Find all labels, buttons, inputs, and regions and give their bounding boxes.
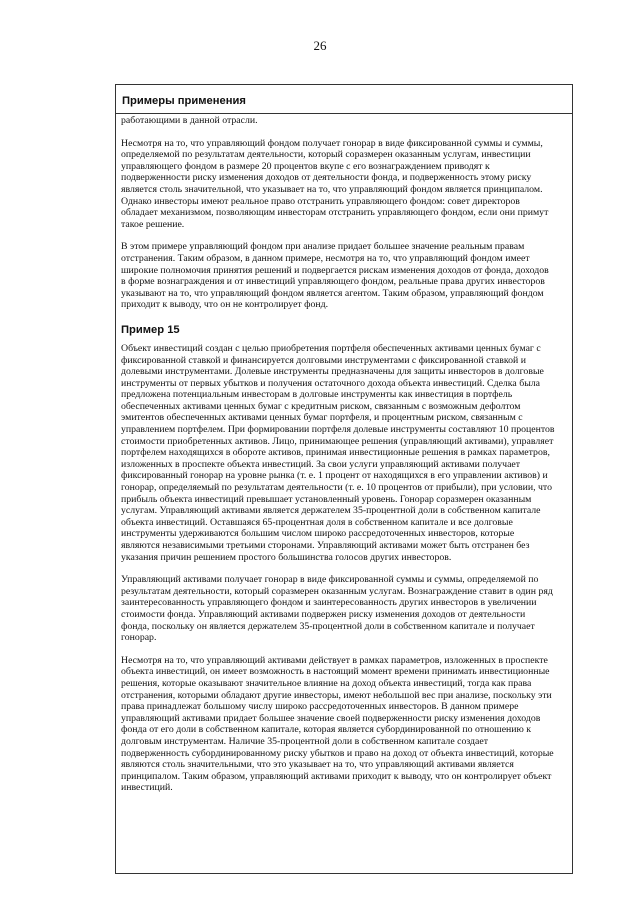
text-line: в форме вознаграждения и от инвестиций управляющего фондом, реальные права других инвесторов (121, 276, 545, 288)
text-line: объекта инвестиций, он имеет возможность в настоящий момент времени принимать инвестиционные (121, 666, 550, 678)
text-line: долевыми инструментами. Долевые инструменты предназначены для защиты инвесторов в долговые (121, 366, 544, 378)
text-line: Управляющий активами получает гонорар в виде фиксированной суммы и суммы, определяемой по (121, 574, 539, 586)
paragraph-1 (121, 138, 567, 231)
text-line: услугам. Управляющий активами является держателем 35-процентной доли в собственном капитале (121, 505, 541, 517)
text-line: Несмотря на то, что управляющий фондом получает гонорар в виде фиксированной суммы и суммы, (121, 137, 543, 149)
text-line: подверженность субординированному риску убытков и право на доход от объекта инвестиций, которые (121, 747, 554, 759)
section-header (116, 85, 572, 114)
text-line: решения, которые оказывают значительное влияние на доход объекта инвестиций, тогда как права (121, 677, 532, 689)
text-line: объекта инвестиций. Оставшаяся 65-процентная доля в собственном капитале и все долговые (121, 516, 513, 528)
box-content (116, 115, 572, 794)
text-line: стоимости фонда. Управляющий активами подвержен риску изменения доходов от деятельности (121, 608, 526, 620)
text-line: фиксированный гонорар на уровне рынка (т. е. 1 процент от находящихся в его управлении активов) и (121, 470, 548, 482)
text-line: фонда, поскольку он является держателем 35-процентной доли в собственном капитале и получает (121, 620, 535, 632)
text-line: управлением портфелем. При формировании портфеля долевые инструменты составляют 10 процентов (121, 424, 555, 436)
text-line: обеспеченных активами ценных бумаг с кредитным риском, связанным с возможным дефолтом (121, 400, 521, 412)
text-line: широкие полномочия принятия решений и подвергается рискам изменения доходов от фонда, доходов (121, 264, 549, 276)
text-line: указания причин решением простого большинства голосов других инвесторов. (121, 551, 452, 563)
section-title: Примеры применения (122, 95, 246, 107)
text-line: гонорар. (121, 632, 157, 644)
text-line: права принадлежат большому числу широко рассредоточенных инвесторов. В данном примере (121, 701, 519, 713)
text-line: обладает механизмом, позволяющим инвесторам отстранить управляющего фондом, если они примут (121, 207, 549, 219)
text-line: гонорар, определяемый по результатам деятельности (т. е. 10 процентов от прибыли), при условии, что (121, 482, 552, 494)
intro-line: работающими в данной отрасли. (121, 115, 258, 126)
text-line: такое решение. (121, 218, 185, 230)
text-line: портфелем находящихся в обороте активов, принимая инвестиционные решения в рамках параметров, (121, 447, 550, 459)
page-number: 26 (313, 38, 327, 53)
text-line: прибыль объекта инвестиций превышает установленный уровень. Гонорар соразмерен оказанным (121, 493, 532, 505)
text-line: фонда от его доли в собственном капитале, которая является субординированной по отношению к (121, 724, 532, 736)
text-line: приходит к выводу, что он не контролирует фонд. (121, 299, 329, 311)
text-line: заинтересованность управляющего фондом и заинтересованность других инвесторов в увеличении (121, 597, 537, 609)
text-line: изложенных в проспекте объекта инвестиций. За свои услуги управляющий активами получает (121, 458, 521, 470)
text-line: управляющего фондом в размере 20 процентов вкупе с его вознаграждением приводят к (121, 160, 490, 172)
text-line: результатам деятельности, который соразмерен оказанным услугам. Вознаграждение ставит в один ряд (121, 585, 553, 597)
text-line: Объект инвестиций создан с целью приобретения портфеля обеспеченных активами ценных бумаг с (121, 342, 541, 354)
text-line: Однако инвесторы имеют реальное право отстранить управляющего фондом: совет директоров (121, 195, 520, 207)
text-line: отстранения. Таким образом, в данном примере, несмотря на то, что управляющий фондом имеет (121, 252, 530, 264)
text-line: эмитентов обеспеченных активами ценных бумаг портфеля, и процентным риском, связанным с (121, 412, 523, 424)
text-line: управляющий активами придает большее значение своей подверженности риску изменения доходов (121, 712, 541, 724)
text-line: являются независимыми третьими сторонами. Управляющий активами может быть отстранен без (121, 540, 530, 551)
text-line: В этом примере управляющий фондом при анализе придает большее значение реальным правам (121, 241, 525, 253)
text-line: инструменты от первых убытков и получения остаточного дохода объекта инвестиций. Сделка была (121, 377, 541, 389)
text-line: является столь значительной, что указывает на то, что управляющий фондом является принципалом. (121, 183, 543, 195)
text-line: являются столь значительными, что это указывает на то, что управляющий активами является (121, 759, 514, 771)
text-line: указывают на то, что управляющий фондом является агентом. Таким образом, управляющий фондом (121, 287, 544, 299)
text-line: подверженности риску изменения доходов от деятельности фонда, и подверженность этому риску (121, 172, 532, 184)
example-title: Пример 15 (121, 323, 180, 336)
text-line: инвестиций. (121, 782, 173, 794)
examples-box (115, 84, 573, 874)
text-line: Несмотря на то, что управляющий активами действует в рамках параметров, изложенных в проспекте (121, 654, 548, 666)
text-line: определяемой по результатам деятельности, который соразмерен оказанным услугам, инвестиции (121, 149, 531, 161)
text-line: принципалом. Таким образом, управляющий активами приходит к выводу, что он контролирует объект (121, 770, 552, 782)
paragraph-3 (121, 343, 567, 563)
text-line: отстранения, которыми обладают другие инвесторы, имеют небольшой вес при анализе, поскольку эти (121, 689, 552, 701)
text-line: долговым инструментам. Наличие 35-процентной доли в собственном капитале создает (121, 735, 489, 747)
paragraph-5 (121, 655, 567, 794)
paragraph-4 (121, 574, 567, 644)
text-line: инструменты удерживаются большим числом широко рассредоточенных инвесторов, которые (121, 528, 515, 540)
paragraph-2 (121, 241, 567, 311)
text-line: стоимости приобретенных активов. Лицо, принимающее решения (управляющий активами), управляет (121, 435, 554, 447)
text-line: фиксированной ставкой и финансируется долговыми инструментами с фиксированной ставкой и (121, 354, 526, 366)
text-line: предложена потенциальным инвесторам в долговые инструменты как инвестиция в портфель (121, 389, 513, 401)
